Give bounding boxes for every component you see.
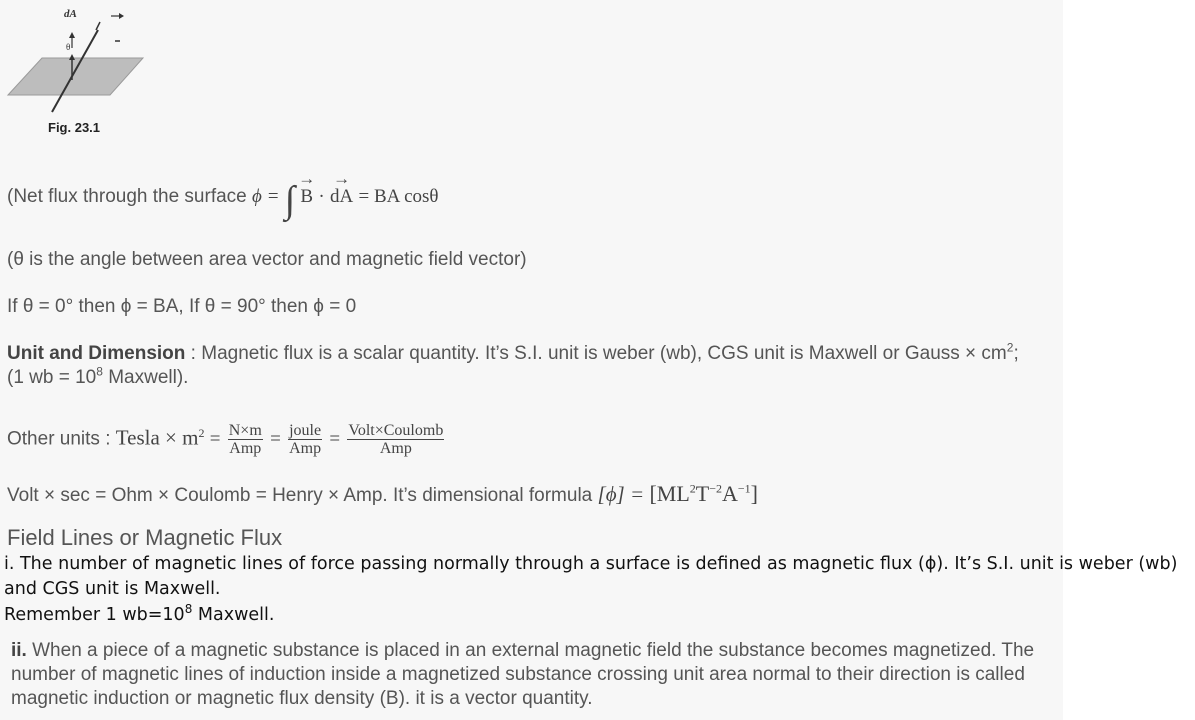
- fraction-joule-num: joule: [289, 422, 322, 439]
- formula-sup-2: 2: [689, 481, 696, 496]
- angle-cases: If θ = 0° then ϕ = BA, If θ = 90° then ϕ = 0: [7, 296, 357, 317]
- para-ii-label: ii.: [11, 640, 27, 661]
- fraction-nm-num: N×m: [228, 422, 262, 439]
- net-flux-line: [7, 179, 439, 221]
- vector-da: → dA: [330, 186, 353, 208]
- theta-note: (θ is the angle between area vector and magnetic field vector): [7, 249, 527, 270]
- fraction-nm-amp: [228, 422, 263, 457]
- surface-plane: [8, 58, 143, 95]
- unit-dimension-line: [7, 340, 1019, 365]
- flux-rhs: = BA cosθ: [358, 186, 439, 207]
- equals-2: =: [270, 428, 281, 450]
- para-i-line1: i. The number of magnetic lines of force passing normally through a surface is defined as magnetic flux (ϕ). It’s S.I. unit is weber (wb): [4, 554, 1178, 574]
- dimensional-formula: [649, 481, 758, 506]
- phi-equals: ϕ =: [252, 186, 280, 207]
- formula-sup-minus1: −1: [737, 481, 751, 496]
- fraction-joule-amp: [288, 422, 322, 457]
- fraction-vc-den: Amp: [379, 440, 412, 457]
- formula-t: T: [695, 481, 710, 506]
- unit-dimension-tail: ;: [1013, 343, 1019, 364]
- figure-label-da: dA: [64, 8, 77, 20]
- weber-maxwell-line: [7, 364, 189, 389]
- formula-ml: [ML: [649, 481, 690, 506]
- weber-exponent: 8: [96, 364, 103, 379]
- fraction-volt-coulomb-amp: [347, 422, 444, 457]
- figure-caption: Fig. 23.1: [48, 120, 101, 135]
- remember-exponent: 8: [184, 602, 193, 617]
- tesla-exponent: 2: [198, 426, 205, 441]
- top-arrow-head: [119, 13, 124, 19]
- other-units-line: [7, 422, 446, 457]
- other-units-label: Other units :: [7, 428, 111, 450]
- formula-sup-minus2: −2: [709, 481, 722, 496]
- normal-arrow-head: [69, 32, 75, 38]
- tesla-term: Tesla × m: [115, 425, 199, 450]
- para-i-line3: [4, 603, 274, 628]
- cm-exponent: 2: [1006, 340, 1014, 355]
- remember-text-b: Maxwell.: [192, 605, 275, 625]
- equals-3: =: [329, 428, 341, 450]
- equals-1: =: [209, 428, 221, 450]
- remember-text-a: Remember 1 wb=10: [4, 605, 185, 625]
- weber-text-b: Maxwell).: [102, 367, 189, 388]
- formula-a: A: [722, 481, 738, 506]
- volt-sec-text: Volt × sec = Ohm × Coulomb = Henry × Amp. It’s dimensional formula: [7, 485, 593, 506]
- dot-operator: ·: [318, 186, 325, 207]
- para-ii-body: When a piece of a magnetic substance is placed in an external magnetic field the substance becomes magnetized. The number of magnetic lines of induction inside a magnetized substance crossing unit area normal to their direction is called magnetic induction or magnetic flux density (B). it is a vector quantity.: [11, 640, 1035, 709]
- net-flux-prefix: (Net flux through the surface: [7, 186, 247, 207]
- integral-sign: ∫: [284, 179, 296, 221]
- fraction-vc-num: Volt×Coulomb: [348, 422, 444, 439]
- para-i-line2: and CGS unit is Maxwell.: [4, 579, 221, 599]
- unit-dimension-heading: Unit and Dimension: [7, 343, 186, 364]
- para-ii-text: [11, 639, 1046, 711]
- section-heading: Field Lines or Magnetic Flux: [7, 525, 283, 550]
- field-arrow-head: [69, 54, 75, 60]
- volt-sec-line: [7, 483, 758, 507]
- weber-text-a: (1 wb = 10: [7, 367, 97, 388]
- surface-figure: [0, 0, 160, 120]
- fraction-nm-den: Amp: [229, 440, 262, 457]
- dimension-phi: [ϕ] =: [597, 482, 645, 506]
- fraction-joule-den: Amp: [289, 440, 322, 457]
- formula-close: ]: [750, 481, 758, 506]
- unit-dimension-text: : Magnetic flux is a scalar quantity. It’s S.I. unit is weber (wb), CGS unit is Maxwell or Gauss × cm: [185, 343, 1007, 364]
- figure-label-theta: θ: [66, 42, 71, 52]
- upper-vector: [96, 22, 100, 30]
- vector-b: → B: [300, 186, 313, 208]
